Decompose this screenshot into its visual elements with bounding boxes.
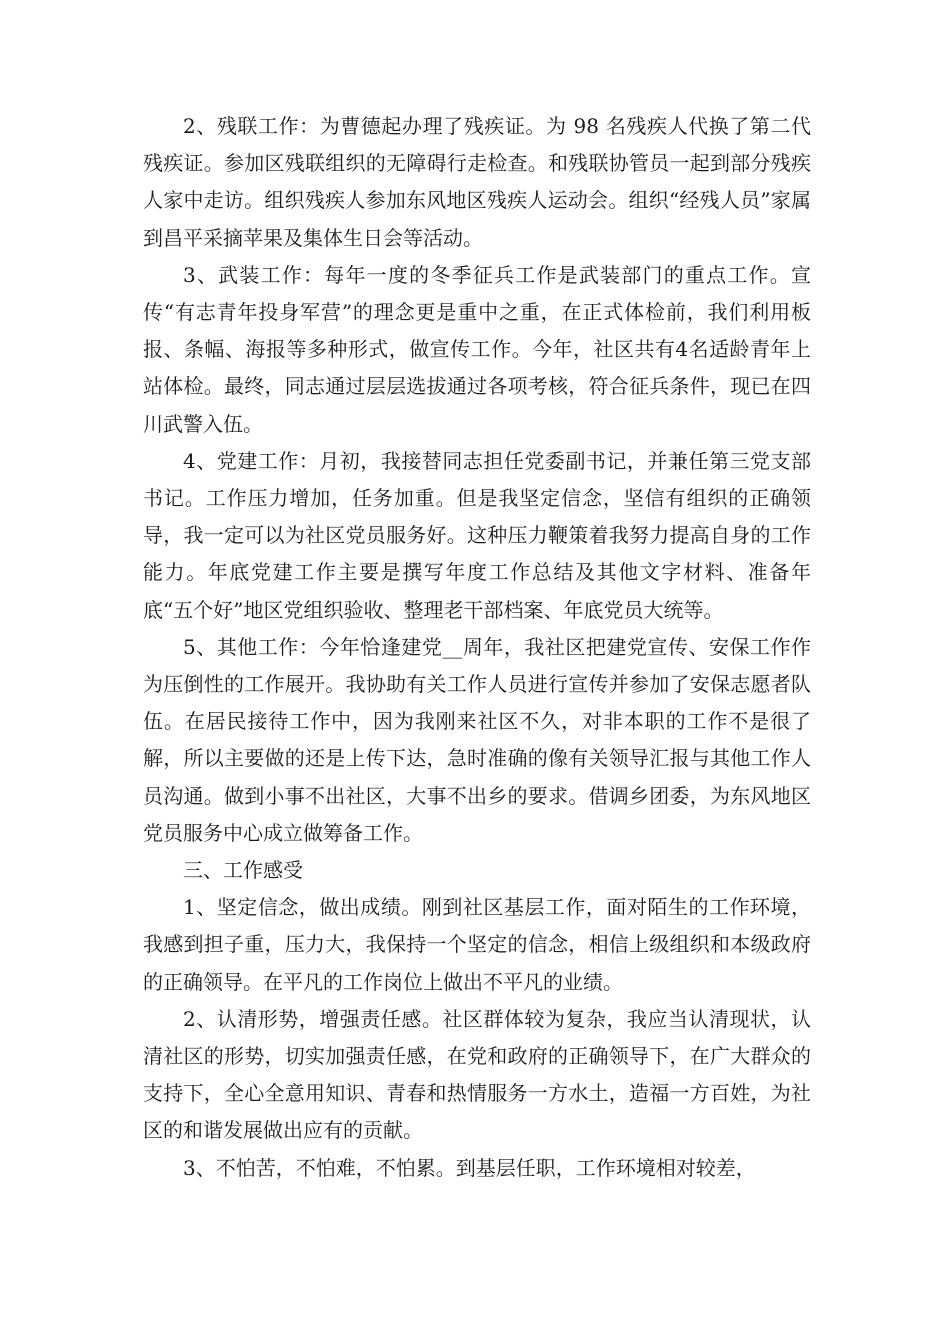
paragraph-other-work: 5、其他工作：今年恰逢建党__周年，我社区把建党宣传、安保工作作为压倒性的工作展开。我协助有关工作人员进行宣传并参加了安保志愿者队伍。在居民接待工作中，因为我刚来社区不久，对非本职的工作不是很了解，所以主要做的还是上传下达，急时准确的像有关领导汇报与其他工作人员沟通。做到小事不出社区，大事不出乡的要求。借调乡团委，为东风地区党员服务中心成立做筹备工作。 <box>143 634 811 845</box>
paragraph-disability-work: 2、残联工作：为曹德起办理了残疾证。为 98 名残疾人代换了第二代残疾证。参加区残联组织的无障碍行走检查。和残联协管员一起到部分残疾人家中走访。组织残疾人参加东风地区残疾人运动会。组织“经残人员”家属到昌平采摘苹果及集体生日会等活动。 <box>143 114 811 250</box>
document-body <box>143 108 811 1187</box>
section-heading-work-reflections: 三、工作感受 <box>183 858 303 883</box>
paragraph-military-work: 3、武装工作：每年一度的冬季征兵工作是武装部门的重点工作。宣传“有志青年投身军营”的理念更是重中之重，在正式体检前，我们利用板报、条幅、海报等多种形式，做宣传工作。今年，社区共有4名适龄青年上站体检。最终，同志通过层层选拔通过各项考核，符合征兵条件，现已在四川武警入伍。 <box>143 262 811 436</box>
paragraph-recognize-situation: 2、认清形势，增强责任感。社区群体较为复杂，我应当认清现状，认清社区的形势，切实加强责任感，在党和政府的正确领导下，在广大群众的支持下，全心全意用知识、青春和热情服务一方水土，造福一方百姓，为社区的和谐发展做出应有的贡献。 <box>143 1006 811 1143</box>
paragraph-party-building-work: 4、党建工作：月初，我接替同志担任党委副书记，并兼任第三党支部书记。工作压力增加，任务加重。但是我坚定信念，坚信有组织的正确领导，我一定可以为社区党员服务好。这种压力鞭策着我努力提高自身的工作能力。年底党建工作主要是撰写年度工作总结及其他文字材料、准备年底“五个好”地区党组织验收、整理老干部档案、年底党员大统等。 <box>143 448 811 622</box>
paragraph-not-afraid: 3、不怕苦，不怕难，不怕累。到基层任职，工作环境相对较差， <box>183 1155 756 1180</box>
paragraph-firm-belief: 1、坚定信念，做出成绩。刚到社区基层工作，面对陌生的工作环境，我感到担子重，压力大，我保持一个坚定的信念，相信上级组织和本级政府的正确领导。在平凡的工作岗位上做出不平凡的业绩。 <box>143 895 811 994</box>
